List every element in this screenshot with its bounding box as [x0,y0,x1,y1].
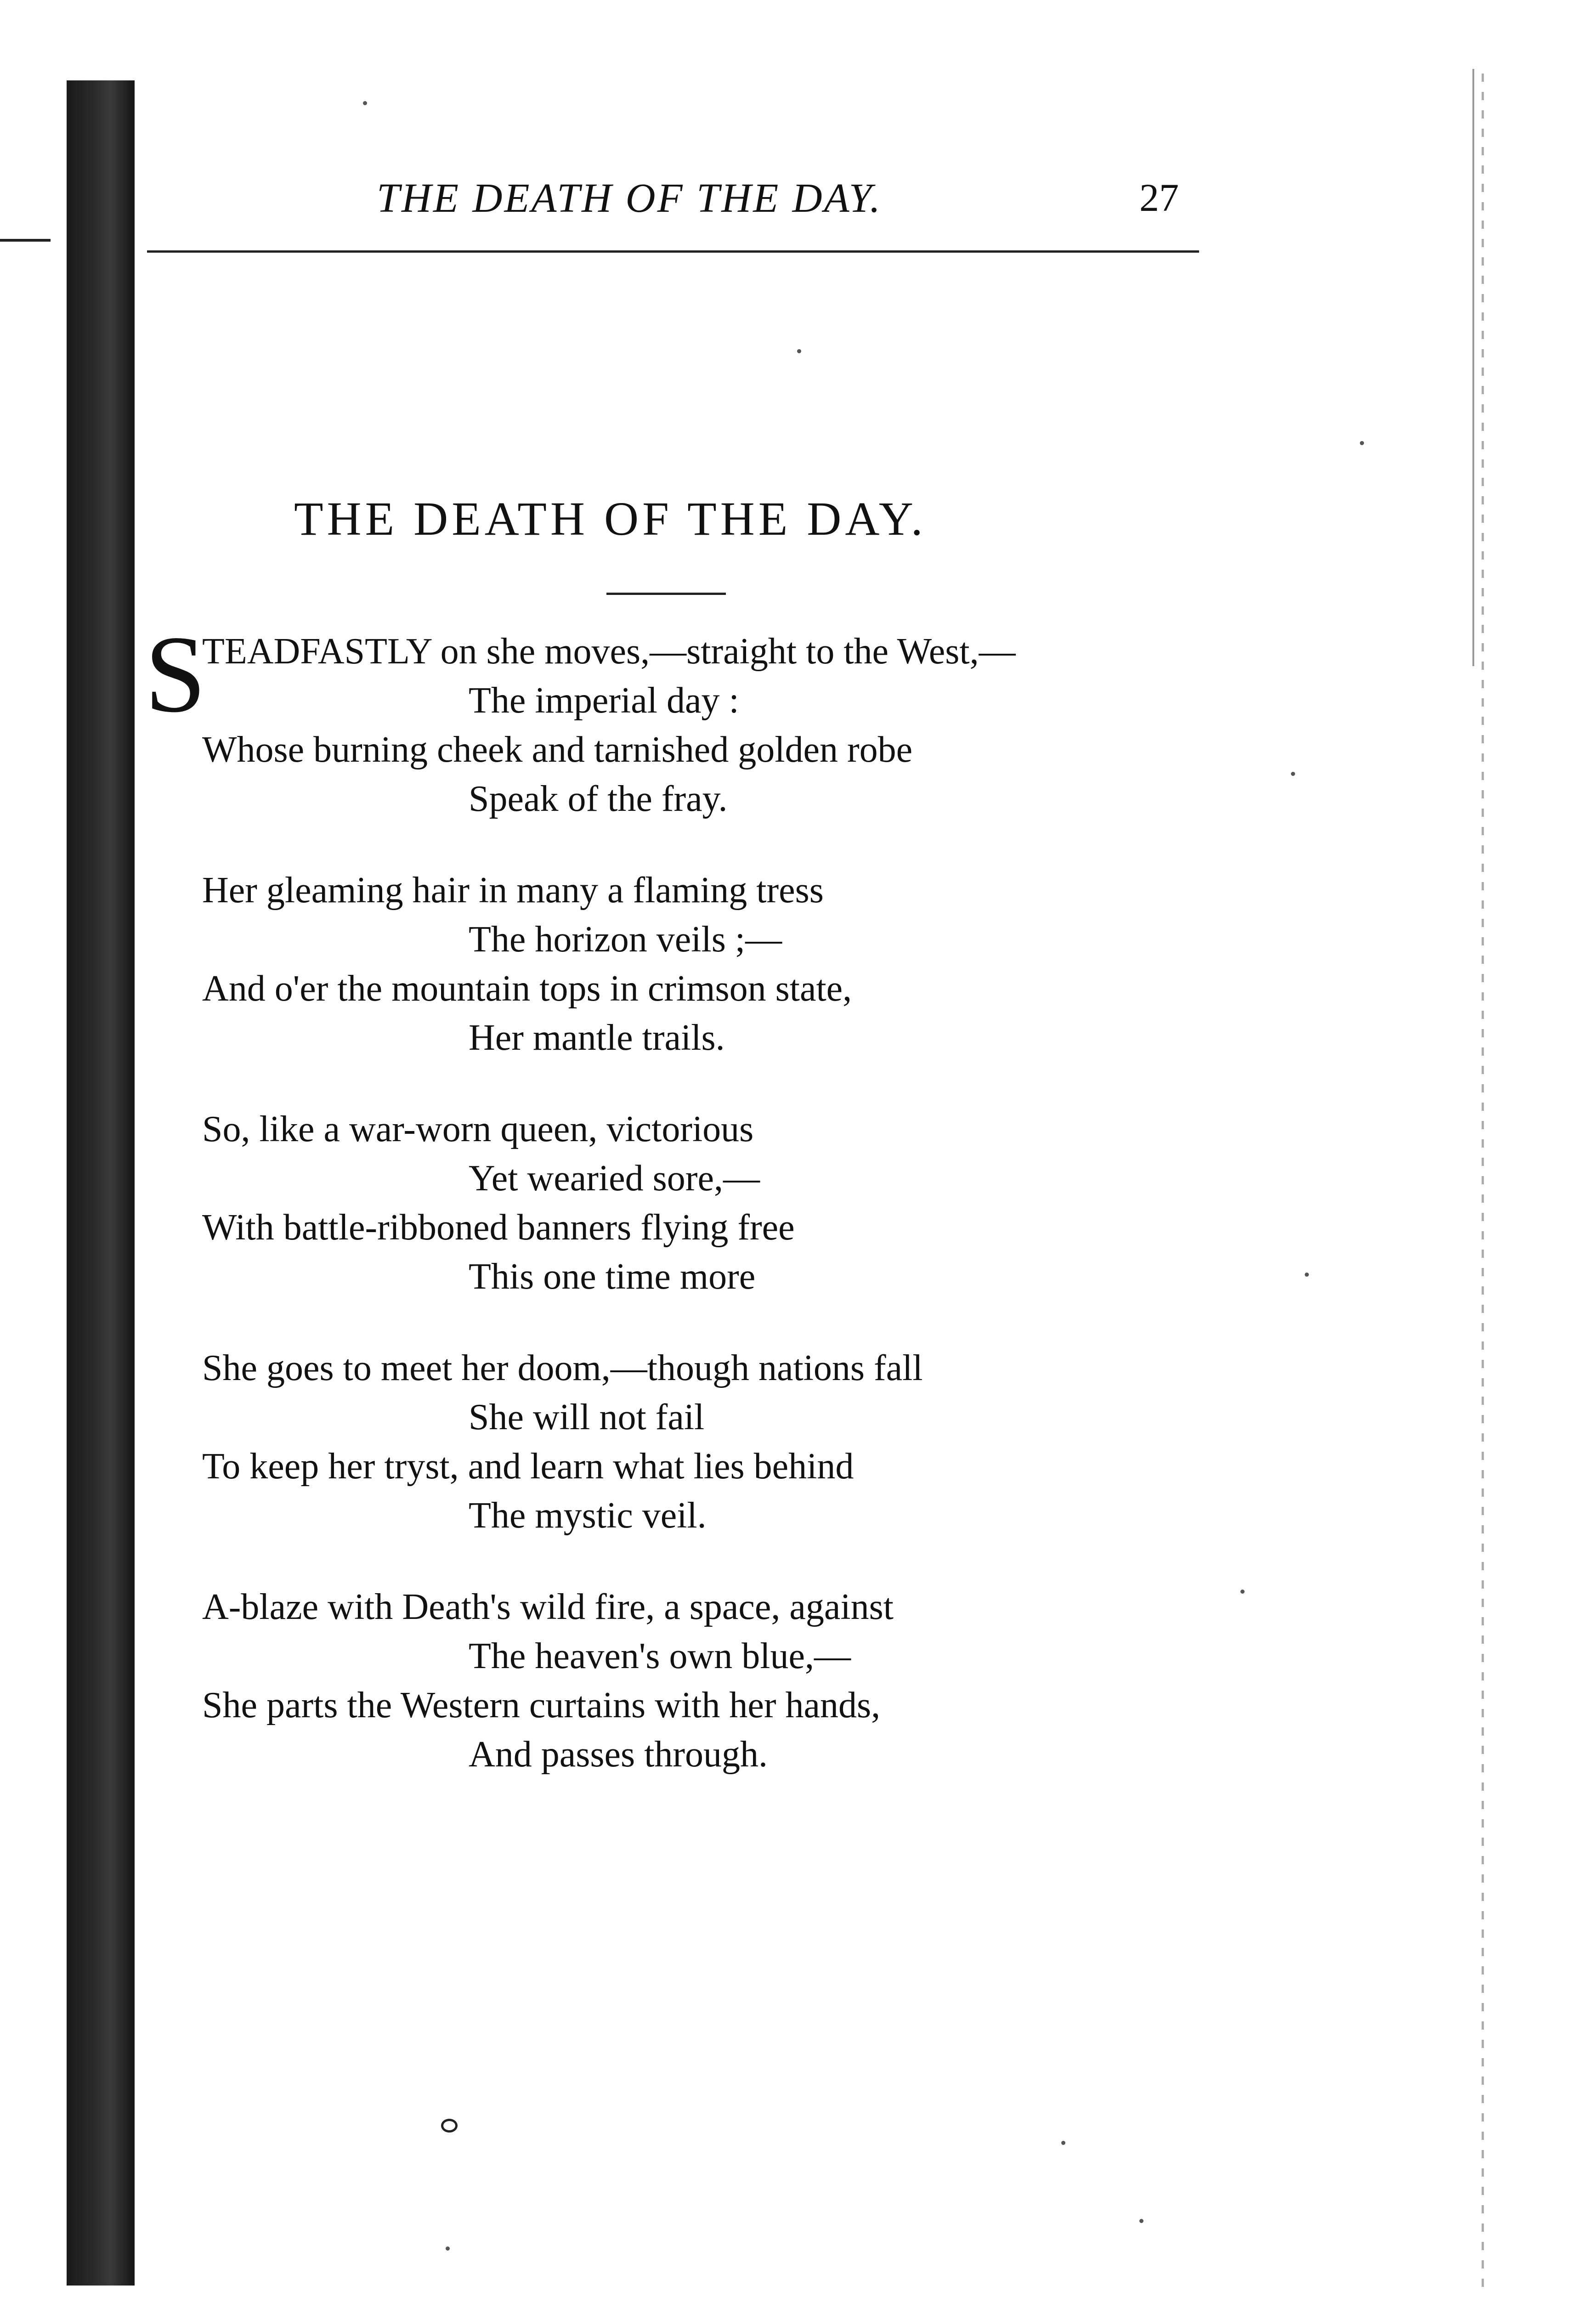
poem-line: So, like a war-worn queen, victorious [202,1109,754,1149]
poem-line: She will not fail [469,1397,705,1437]
poem-line-text: TEADFASTLY on she moves,—straight to the West,— [202,631,1016,672]
poem-line: Her mantle trails. [469,1018,725,1058]
scan-speck [797,349,801,353]
poem-line: A-blaze with Death's wild fire, a space, against [202,1587,894,1627]
scan-speck [363,101,367,105]
poem-line: She parts the Western curtains with her hands, [202,1685,881,1726]
poem-line: The imperial day : [469,680,739,721]
scan-speck [1291,772,1295,776]
poem-line: And o'er the mountain tops in crimson state, [202,968,852,1009]
scan-speck [441,2119,458,2133]
poem-title: THE DEATH OF THE DAY. [294,492,927,545]
header-rule [147,250,1199,253]
scan-speck [446,2246,450,2251]
stanza-3 [202,1105,1259,1301]
poem-line: She goes to meet her doom,—though nations fall [202,1348,923,1388]
poem-line: The horizon veils ;— [469,919,782,960]
stanza-4 [202,1344,1259,1540]
poem-line: Her gleaming hair in many a flaming tress [202,870,824,911]
scan-speck [1061,2141,1065,2145]
right-page-edge [1482,74,1484,2288]
page-number: 27 [1139,175,1179,220]
poem-line: The heaven's own blue,— [469,1636,851,1676]
poem-line: Yet wearied sore,— [469,1158,760,1199]
running-head-title: THE DEATH OF THE DAY. [377,175,882,221]
binding-gutter [67,80,135,2286]
poem-line: To keep her tryst, and learn what lies behind [202,1446,854,1487]
margin-mark [0,239,51,242]
scan-speck [1240,1590,1245,1594]
stanza-1 [145,613,1259,824]
right-page-edge-line [1472,69,1474,666]
poem-line: With battle-ribboned banners flying free [202,1207,795,1248]
scan-speck [1139,2219,1143,2223]
poem-line: This one time more [469,1256,756,1297]
poem-line: Whose burning cheek and tarnished golden robe [202,730,913,770]
poem-line: The mystic veil. [469,1495,707,1536]
poem-line: And passes through. [469,1734,768,1775]
poem-body [145,613,1259,1822]
drop-cap: S [145,613,206,735]
stanza-2 [202,866,1259,1063]
scan-speck [1305,1273,1309,1277]
scan-speck [1360,441,1364,445]
stanza-5 [202,1583,1259,1779]
poem-line: Speak of the fray. [469,779,728,819]
title-rule [606,593,726,595]
